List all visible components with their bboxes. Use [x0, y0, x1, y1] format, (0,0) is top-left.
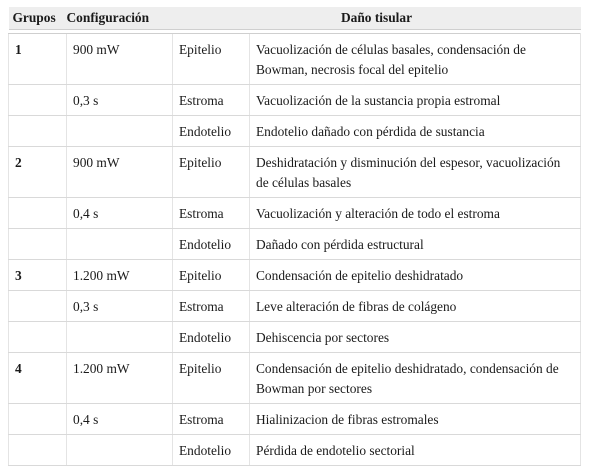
- group-number-empty: [9, 404, 67, 435]
- table-row: [9, 34, 581, 85]
- table-row: [9, 353, 581, 404]
- group-number-empty: [9, 322, 67, 353]
- damage-description: Dehiscencia por sectores: [250, 322, 581, 353]
- config-value: 0,4 s: [67, 198, 173, 229]
- group-number-empty: [9, 229, 67, 260]
- config-value: 0,3 s: [67, 85, 173, 116]
- table-row: [9, 435, 581, 466]
- tissue-layer: Epitelio: [173, 353, 250, 404]
- config-value: [67, 435, 173, 466]
- table-row: [9, 116, 581, 147]
- tissue-layer: Estroma: [173, 404, 250, 435]
- config-value: 900 mW: [67, 34, 173, 85]
- tissue-layer: Estroma: [173, 198, 250, 229]
- table-row: [9, 198, 581, 229]
- damage-description: Pérdida de endotelio sectorial: [250, 435, 581, 466]
- config-value: [67, 116, 173, 147]
- table-row: [9, 229, 581, 260]
- damage-description: Vacuolización y alteración de todo el estroma: [250, 198, 581, 229]
- config-value: 1.200 mW: [67, 353, 173, 404]
- table-row: [9, 147, 581, 198]
- header-configuration: Configuración: [67, 7, 173, 30]
- tissue-layer: Estroma: [173, 291, 250, 322]
- group-number: 3: [9, 260, 67, 291]
- damage-description: Vacuolización de células basales, condensación de Bowman, necrosis focal del epitelio: [250, 34, 581, 85]
- tissue-layer: Endotelio: [173, 116, 250, 147]
- damage-description: Endotelio dañado con pérdida de sustancia: [250, 116, 581, 147]
- group-number: 4: [9, 353, 67, 404]
- damage-description: Vacuolización de la sustancia propia estromal: [250, 85, 581, 116]
- header-groups: Grupos: [9, 7, 67, 30]
- table-row: [9, 322, 581, 353]
- group-number-empty: [9, 85, 67, 116]
- config-value: 900 mW: [67, 147, 173, 198]
- tissue-layer: Epitelio: [173, 34, 250, 85]
- table-header: [9, 7, 581, 30]
- table-row: [9, 404, 581, 435]
- group-number-empty: [9, 435, 67, 466]
- config-value: 0,4 s: [67, 404, 173, 435]
- table-row: [9, 260, 581, 291]
- group-number-empty: [9, 291, 67, 322]
- table-row: [9, 85, 581, 116]
- tissue-layer: Epitelio: [173, 260, 250, 291]
- header-row: [9, 7, 581, 30]
- damage-description: Leve alteración de fibras de colágeno: [250, 291, 581, 322]
- header-tissue-damage: Daño tisular: [173, 7, 581, 30]
- tissue-layer: Endotelio: [173, 229, 250, 260]
- damage-description: Condensación de epitelio deshidratado, condensación de Bowman por sectores: [250, 353, 581, 404]
- damage-description: Deshidratación y disminución del espesor, vacuolización de células basales: [250, 147, 581, 198]
- config-value: [67, 322, 173, 353]
- group-number-empty: [9, 116, 67, 147]
- group-number: 1: [9, 34, 67, 85]
- tissue-damage-table: [8, 7, 581, 466]
- damage-description: Hialinizacion de fibras estromales: [250, 404, 581, 435]
- tissue-layer: Epitelio: [173, 147, 250, 198]
- damage-description: Condensación de epitelio deshidratado: [250, 260, 581, 291]
- damage-description: Dañado con pérdida estructural: [250, 229, 581, 260]
- tissue-layer: Estroma: [173, 85, 250, 116]
- table-row: [9, 291, 581, 322]
- tissue-layer: Endotelio: [173, 435, 250, 466]
- config-value: [67, 229, 173, 260]
- group-number: 2: [9, 147, 67, 198]
- tissue-layer: Endotelio: [173, 322, 250, 353]
- config-value: 0,3 s: [67, 291, 173, 322]
- config-value: 1.200 mW: [67, 260, 173, 291]
- group-number-empty: [9, 198, 67, 229]
- table-body: [9, 30, 581, 466]
